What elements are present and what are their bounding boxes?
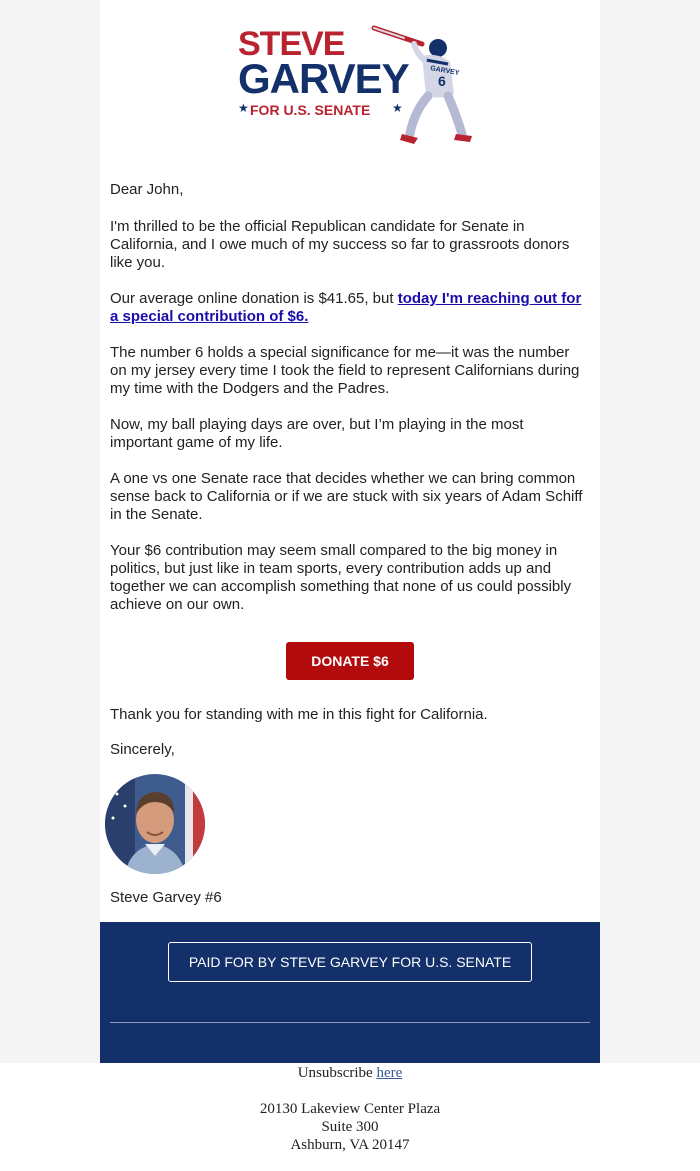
paid-for-disclaimer: PAID FOR BY STEVE GARVEY FOR U.S. SENATE: [168, 942, 532, 982]
address-line-1: 20130 Lakeview Center Plaza: [259, 1101, 441, 1117]
email-footer: [100, 922, 600, 1063]
paragraph-6-text: Your $6 contribution may seem small compared to the big money in politics, but just like in team sports, every contribution adds up and together we can accomplish something that none of us could possibly achieve on our own.: [110, 542, 572, 613]
paragraph-4-text: Now, my ball playing days are over, but I’m playing in the most important game of my life.: [110, 416, 524, 451]
footer-divider: [110, 1022, 590, 1023]
paragraph-3-text: The number 6 holds a special significance for me—it was the number on my jersey every time I took the field to represent Californians during my time with the Dodgers and the Padres.: [110, 344, 580, 397]
address-line-2: Suite 300: [321, 1119, 379, 1135]
star-icon: ★: [392, 101, 403, 115]
jersey-name: GARVEY: [429, 65, 460, 78]
candidate-avatar: [105, 774, 205, 874]
paragraph-1-text: I'm thrilled to be the official Republican candidate for Senate in California, and I owe much of my success so far to grassroots donors like you.: [110, 218, 570, 271]
campaign-logo: [238, 22, 478, 148]
email-body: [100, 0, 600, 922]
baseball-player-icon: [364, 22, 484, 148]
paragraph-2: [110, 290, 585, 326]
donate-button[interactable]: DONATE $6: [286, 642, 414, 680]
star-icon: ★: [238, 101, 249, 115]
paragraph-2-text: Our average online donation is $41.65, but: [110, 290, 398, 307]
unsubscribe-link[interactable]: here: [376, 1065, 403, 1081]
special-contribution-link[interactable]: today I'm reaching out for a special contribution of $6.: [110, 290, 582, 325]
logo-last-name: GARVEY: [238, 55, 409, 102]
signature-text: Steve Garvey #6: [110, 889, 222, 906]
logo-first-name: STEVE: [238, 25, 345, 63]
candidate-photo-icon: [105, 774, 205, 874]
unsubscribe-and-address: [0, 1063, 700, 1171]
unsubscribe-text: Unsubscribe: [297, 1065, 377, 1081]
paragraph-4: [110, 416, 585, 452]
logo-tagline: FOR U.S. SENATE: [250, 102, 371, 118]
paragraph-1: [110, 218, 585, 272]
paragraph-5: [110, 470, 585, 524]
closing-text: Sincerely,: [110, 741, 175, 758]
paragraph-3: [110, 344, 585, 398]
paragraph-5-text: A one vs one Senate race that decides whether we can bring common sense back to California or if we are stuck with six years of Adam Schiff in the Senate.: [110, 470, 583, 523]
greeting: Dear John,: [110, 181, 184, 198]
address-line-3: Ashburn, VA 20147: [290, 1137, 410, 1153]
jersey-number: 6: [438, 73, 446, 89]
paragraph-6: [110, 542, 585, 614]
thanks-text: Thank you for standing with me in this fight for California.: [110, 706, 488, 723]
